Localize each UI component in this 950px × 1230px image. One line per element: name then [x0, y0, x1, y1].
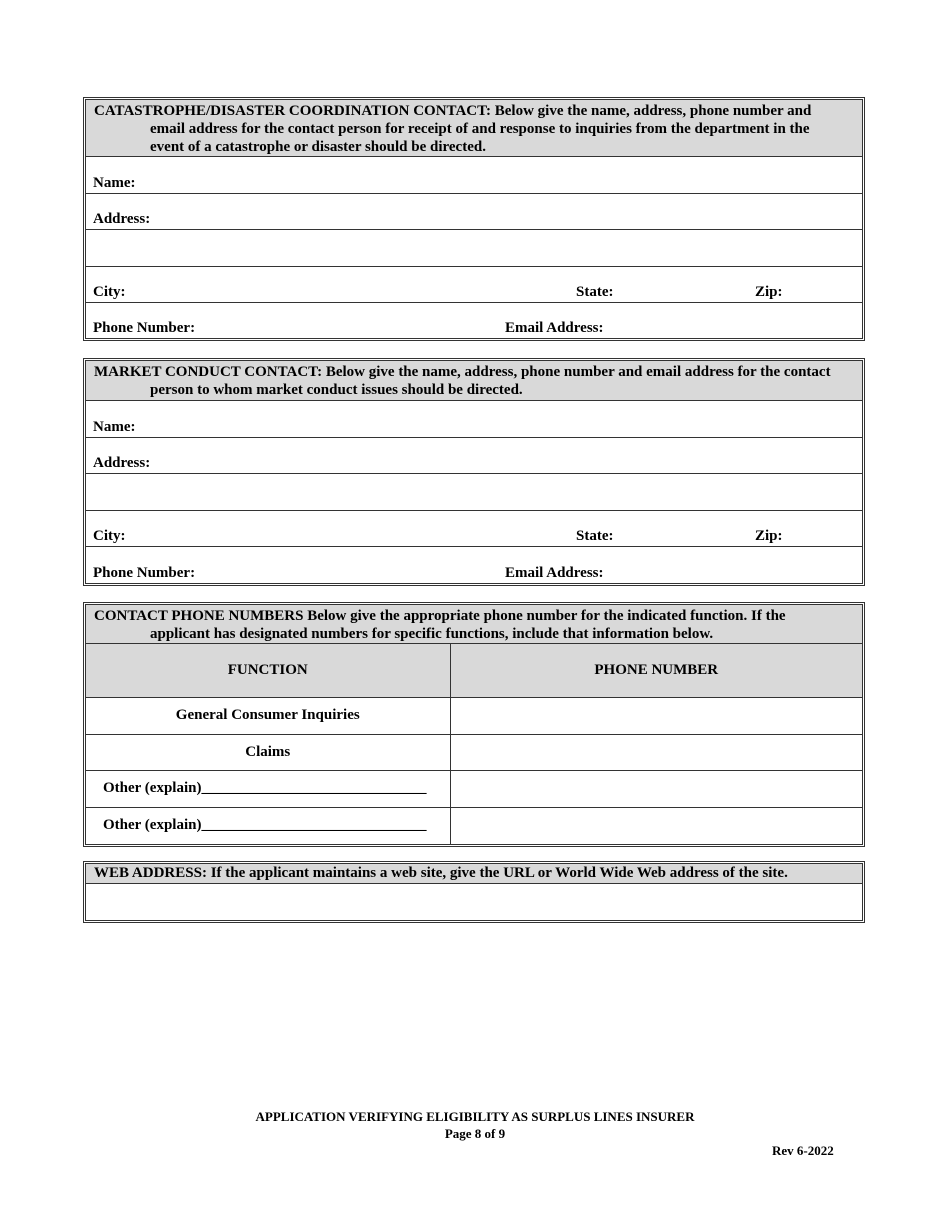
market-desc-1: Below give the name, address, phone number and email address for the contact — [325, 364, 831, 380]
market-name-row[interactable] — [86, 400, 862, 437]
catastrophe-desc-2: email address for the contact person for receipt of and response to inquiries from the department in the — [150, 121, 810, 137]
web-desc: If the applicant maintains a web site, give the URL or World Wide Web address of the site. — [210, 865, 788, 881]
catastrophe-city-row[interactable] — [86, 266, 862, 302]
function-column-header: FUNCTION — [86, 644, 450, 698]
function-cell[interactable]: Other (explain)______________________________ — [86, 807, 450, 844]
function-cell: Claims — [86, 734, 450, 771]
market-title: MARKET CONDUCT CONTACT: — [94, 364, 323, 380]
table-row — [86, 734, 862, 771]
catastrophe-address-row[interactable] — [86, 193, 862, 229]
catastrophe-title: CATASTROPHE/DISASTER COORDINATION CONTACT: — [94, 103, 491, 119]
market-header — [86, 361, 862, 400]
address-label: Address: — [93, 211, 151, 227]
table-row — [86, 698, 862, 735]
market-desc-2: person to whom market conduct issues should be directed. — [150, 382, 523, 398]
page-number: Page 8 of 9 — [444, 1126, 506, 1141]
phones-desc-1: Below give the appropriate phone number for the indicated function. If the — [307, 608, 786, 624]
revision-label: Rev 6-2022 — [772, 1143, 834, 1158]
city-label: City: — [93, 284, 126, 300]
catastrophe-contact-section — [83, 97, 865, 341]
phones-desc-2: applicant has designated numbers for specific functions, include that information below. — [150, 626, 714, 642]
phone-label: Phone Number: — [93, 320, 196, 336]
web-header — [86, 864, 862, 883]
catastrophe-header — [86, 100, 862, 156]
phone-column-header: PHONE NUMBER — [450, 644, 862, 698]
market-phone-row[interactable] — [86, 546, 862, 583]
catastrophe-desc-3: event of a catastrophe or disaster should be directed. — [150, 139, 486, 155]
web-address-input[interactable] — [86, 883, 862, 920]
phones-header — [86, 605, 862, 643]
catastrophe-desc-1: Below give the name, address, phone number and — [494, 103, 812, 119]
catastrophe-name-row[interactable] — [86, 156, 862, 193]
market-address-line2[interactable] — [86, 473, 862, 510]
email-label: Email Address: — [505, 565, 604, 581]
city-label: City: — [93, 528, 126, 544]
phones-table — [86, 643, 862, 844]
market-city-row[interactable] — [86, 510, 862, 546]
market-address-row[interactable] — [86, 437, 862, 473]
market-conduct-section — [83, 358, 865, 586]
catastrophe-address-line2[interactable] — [86, 229, 862, 266]
name-label: Name: — [93, 419, 136, 435]
phone-cell[interactable] — [450, 734, 862, 771]
email-label: Email Address: — [505, 320, 604, 336]
function-cell: General Consumer Inquiries — [86, 698, 450, 735]
web-title: WEB ADDRESS: — [94, 865, 207, 881]
zip-label: Zip: — [755, 284, 783, 300]
phone-cell[interactable] — [450, 698, 862, 735]
phones-title: CONTACT PHONE NUMBERS — [94, 608, 304, 624]
state-label: State: — [576, 284, 614, 300]
footer-title: APPLICATION VERIFYING ELIGIBILITY AS SURPLUS LINES INSURER — [255, 1109, 695, 1124]
table-row — [86, 771, 862, 808]
state-label: State: — [576, 528, 614, 544]
address-label: Address: — [93, 455, 151, 471]
web-address-section — [83, 861, 865, 923]
zip-label: Zip: — [755, 528, 783, 544]
phone-cell[interactable] — [450, 807, 862, 844]
catastrophe-phone-row[interactable] — [86, 302, 862, 338]
table-row — [86, 807, 862, 844]
phone-cell[interactable] — [450, 771, 862, 808]
function-cell[interactable]: Other (explain)______________________________ — [86, 771, 450, 808]
name-label: Name: — [93, 175, 136, 191]
phone-label: Phone Number: — [93, 565, 196, 581]
contact-phone-section — [83, 602, 865, 847]
